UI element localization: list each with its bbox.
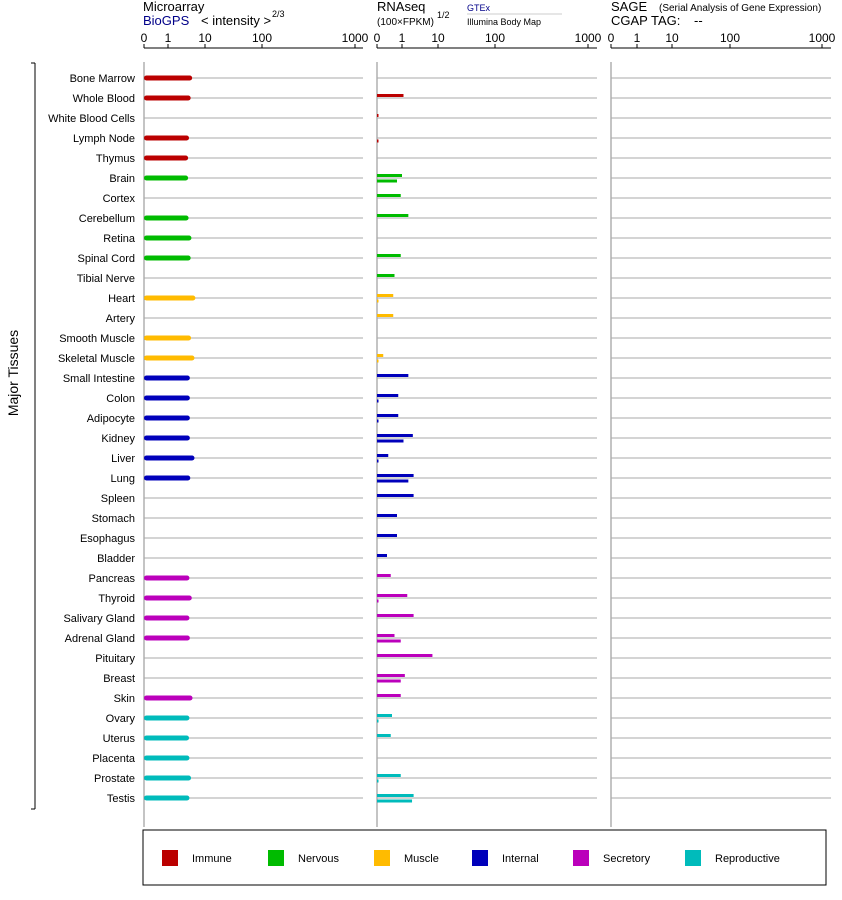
rnaseq-title: RNAseq: [377, 0, 426, 14]
legend-swatch: [472, 850, 488, 866]
sage-tick-label: 100: [719, 31, 741, 45]
gtex-bar: [377, 274, 395, 277]
tissue-label: Cerebellum: [78, 213, 135, 225]
gtex-bar: [377, 394, 398, 397]
tissue-label: Bone Marrow: [69, 73, 135, 85]
tissue-label: Spleen: [100, 493, 135, 505]
microarray-bar: [144, 176, 188, 181]
tissue-label: Stomach: [91, 513, 135, 525]
gtex-bar: [377, 594, 407, 597]
gtex-bar: [377, 294, 393, 297]
gtex-bar: [377, 554, 387, 557]
rnaseq-tick-label: 10: [431, 31, 445, 45]
illumina-bar: [377, 400, 379, 403]
microarray-title: Microarray: [143, 0, 205, 14]
tissue-label: Brain: [109, 173, 135, 185]
tissue-label: Ovary: [105, 713, 135, 725]
tissue-label: Placenta: [92, 753, 135, 765]
illumina-bar: [377, 780, 379, 783]
microarray-bar: [144, 696, 193, 701]
microarray-bar: [144, 156, 188, 161]
tissue-label: Smooth Muscle: [59, 333, 135, 345]
legend-label: Immune: [192, 853, 232, 865]
illumina-bar: [377, 300, 379, 303]
microarray-bar: [144, 736, 189, 741]
illumina-bar: [377, 440, 403, 443]
microarray-bar: [144, 776, 191, 781]
tissue-label: Artery: [105, 313, 135, 325]
rnaseq-tick-label: 1000: [574, 31, 602, 45]
tissue-label: Lung: [110, 473, 135, 485]
gtex-bar: [377, 414, 398, 417]
gtex-bar: [377, 734, 391, 737]
rnaseq-tick-label: 100: [484, 31, 506, 45]
tissue-label: Bladder: [97, 553, 135, 565]
rnaseq-tick-label: 0: [373, 31, 381, 45]
gtex-bar: [377, 674, 405, 677]
illumina-bar: [377, 720, 379, 723]
gtex-bar: [377, 214, 408, 217]
tissue-label: Esophagus: [79, 533, 135, 545]
gtex-bar: [377, 494, 414, 497]
gtex-bar: [377, 574, 391, 577]
microarray-tick-label: 100: [251, 31, 273, 45]
legend-label: Reproductive: [715, 853, 780, 865]
tissue-label: Kidney: [101, 433, 135, 445]
microarray-bar: [144, 336, 191, 341]
tissue-label: Spinal Cord: [77, 253, 135, 265]
tissue-label: Salivary Gland: [63, 613, 135, 625]
legend-item: [268, 850, 339, 866]
tissue-label: Skin: [113, 693, 135, 705]
gtex-bar: [377, 194, 401, 197]
microarray-bar: [144, 76, 192, 81]
microarray-bar: [144, 716, 189, 721]
tissue-label: Pancreas: [88, 573, 135, 585]
microarray-tick-label: 1: [164, 31, 172, 45]
tissue-label: Breast: [103, 673, 135, 685]
tissue-label: Pituitary: [95, 653, 135, 665]
tissue-label: Tibial Nerve: [76, 273, 135, 285]
gtex-bar: [377, 354, 383, 357]
gtex-link[interactable]: GTEx: [467, 3, 491, 13]
gtex-bar: [377, 514, 397, 517]
tissue-label: Thymus: [95, 153, 135, 165]
microarray-bar: [144, 416, 190, 421]
legend-swatch: [573, 850, 589, 866]
microarray-bar: [144, 216, 189, 221]
microarray-bar: [144, 576, 189, 581]
microarray-bar: [144, 456, 194, 461]
tissue-label: Skeletal Muscle: [57, 353, 135, 365]
gtex-bar: [377, 174, 402, 177]
illumina-bar: [377, 480, 408, 483]
gtex-bar: [377, 254, 401, 257]
microarray-unit-exponent: 2/3: [272, 9, 285, 19]
microarray-bar: [144, 636, 190, 641]
gtex-bar: [377, 774, 401, 777]
legend-label: Muscle: [404, 853, 439, 865]
gtex-bar: [377, 534, 397, 537]
tissue-label: Cortex: [102, 193, 135, 205]
tissue-label: Liver: [111, 453, 135, 465]
gtex-bar: [377, 714, 392, 717]
sage-tick-label: 1000: [808, 31, 836, 45]
microarray-bar: [144, 296, 195, 301]
tissue-label: Small Intestine: [62, 373, 135, 385]
legend-label: Nervous: [298, 853, 339, 865]
microarray-bar: [144, 376, 190, 381]
microarray-tick-label: 0: [140, 31, 148, 45]
gtex-bar: [377, 614, 414, 617]
sage-tick-label: 0: [607, 31, 615, 45]
illumina-bar: [377, 180, 397, 183]
illumina-bar: [377, 140, 379, 143]
tissue-label: Thyroid: [98, 593, 135, 605]
cgap-tag-label: CGAP TAG:: [611, 13, 681, 28]
tissue-label: White Blood Cells: [48, 113, 135, 125]
legend-item: [685, 850, 780, 866]
microarray-tick-label: 1000: [341, 31, 369, 45]
biogps-link[interactable]: BioGPS: [143, 13, 190, 28]
illumina-bar: [377, 800, 412, 803]
legend-item: [162, 850, 232, 866]
cgap-tag-value: --: [694, 13, 703, 28]
tissue-label: Prostate: [94, 773, 135, 785]
microarray-tick-label: 10: [198, 31, 212, 45]
tissue-label: Colon: [106, 393, 135, 405]
legend-swatch: [374, 850, 390, 866]
sage-subtitle: (Serial Analysis of Gene Expression): [659, 3, 822, 14]
y-axis-label: Major Tissues: [5, 329, 21, 417]
microarray-bar: [144, 256, 191, 261]
illumina-bar: [377, 420, 379, 423]
legend-item: [472, 850, 539, 866]
microarray-bar: [144, 436, 190, 441]
tissue-label: Uterus: [102, 733, 135, 745]
rnaseq-unit-exponent: 1/2: [437, 10, 450, 20]
tissue-label: Adipocyte: [86, 413, 135, 425]
microarray-unit: < intensity >: [201, 13, 272, 28]
sage-tick-label: 1: [633, 31, 641, 45]
legend-swatch: [685, 850, 701, 866]
gtex-bar: [377, 314, 393, 317]
legend-label: Secretory: [603, 853, 651, 865]
microarray-bar: [144, 96, 191, 101]
gtex-bar: [377, 94, 403, 97]
legend-swatch: [268, 850, 284, 866]
legend-label: Internal: [502, 853, 539, 865]
microarray-bar: [144, 616, 189, 621]
illumina-body-map-label: Illumina Body Map: [467, 17, 542, 27]
legend-swatch: [162, 850, 178, 866]
gtex-bar: [377, 634, 395, 637]
tissue-label: Whole Blood: [72, 93, 135, 105]
tissue-label: Adrenal Gland: [64, 633, 135, 645]
legend-item: [573, 850, 651, 866]
microarray-bar: [144, 396, 190, 401]
illumina-bar: [377, 680, 401, 683]
microarray-bar: [144, 756, 189, 761]
tissue-label: Heart: [108, 293, 135, 305]
gtex-bar: [377, 474, 414, 477]
microarray-axis: [141, 31, 369, 827]
gtex-bar: [377, 694, 401, 697]
sage-axis: [608, 31, 836, 827]
microarray-bar: [144, 136, 189, 141]
gtex-bar: [377, 434, 413, 437]
illumina-bar: [377, 360, 379, 363]
rnaseq-axis: [374, 31, 602, 827]
sage-title: SAGE: [611, 0, 648, 14]
illumina-bar: [377, 460, 379, 463]
microarray-bar: [144, 596, 192, 601]
illumina-bar: [377, 640, 401, 643]
microarray-bar: [144, 796, 189, 801]
gtex-bar: [377, 114, 379, 117]
gtex-bar: [377, 794, 414, 797]
tissue-label: Lymph Node: [73, 133, 135, 145]
rnaseq-unit: (100×FPKM): [377, 17, 434, 28]
microarray-bar: [144, 476, 190, 481]
rnaseq-tick-label: 1: [398, 31, 406, 45]
gtex-bar: [377, 454, 388, 457]
tissue-label: Retina: [103, 233, 135, 245]
gtex-bar: [377, 374, 408, 377]
legend-item: [374, 850, 439, 866]
microarray-bar: [144, 236, 191, 241]
gtex-bar: [377, 654, 432, 657]
microarray-bar: [144, 356, 194, 361]
tissue-label: Testis: [106, 793, 135, 805]
illumina-bar: [377, 600, 379, 603]
sage-tick-label: 10: [665, 31, 679, 45]
